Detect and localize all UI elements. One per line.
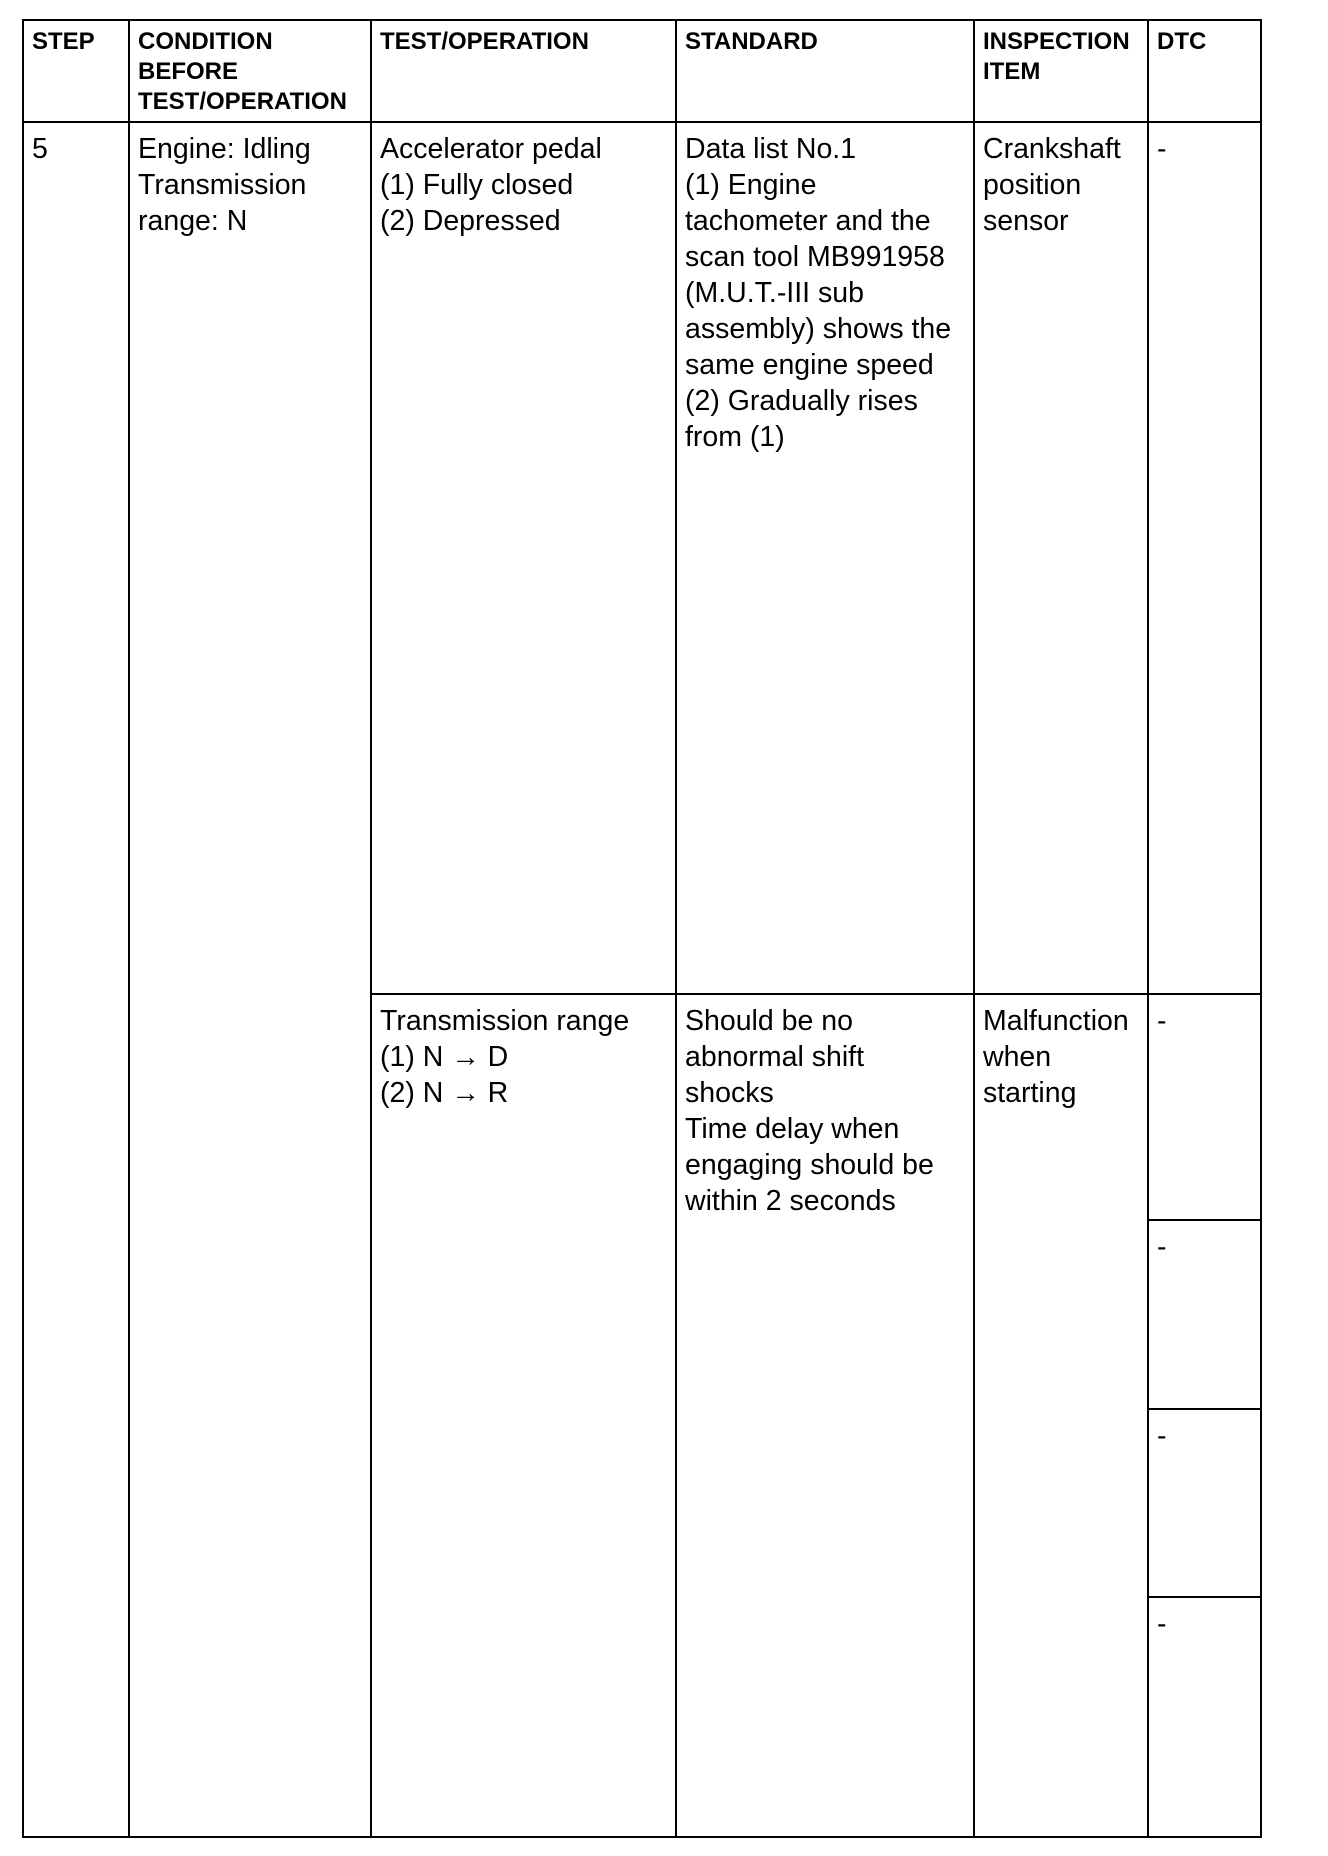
standard-line: Should be no [685,1005,853,1037]
test-line: Accelerator pedal [380,133,602,165]
standard-line: from (1) [685,421,785,453]
step-number: 5 [32,133,48,165]
standard-line: scan tool MB991958 [685,241,945,273]
dtc-value: - [1157,1005,1167,1037]
step-number-cell [22,121,130,1838]
row1-standard [675,121,975,995]
row2-dtc-2 [1147,1219,1262,1410]
standard-line: Data list No.1 [685,133,857,165]
dtc-value: - [1157,1608,1167,1640]
dtc-value: - [1157,1420,1167,1452]
standard-line: within 2 seconds [685,1185,896,1217]
standard-line: (2) Gradually rises [685,385,918,417]
header-inspection-line: INSPECTION [983,28,1130,55]
standard-line: (M.U.T.-III sub [685,277,864,309]
header-condition-line: CONDITION [138,28,273,55]
standard-line: Time delay when [685,1113,900,1145]
row2-dtc-4 [1147,1596,1262,1838]
standard-line: (1) Engine [685,169,817,201]
condition-line: Engine: Idling [138,133,311,165]
row2-dtc-1 [1147,993,1262,1221]
dtc-value: - [1157,133,1167,165]
header-condition [128,19,372,123]
header-test-operation [370,19,677,123]
inspection-line: Malfunction [983,1005,1129,1037]
step-condition-cell [128,121,372,1838]
condition-line: range: N [138,205,248,237]
row2-dtc-3 [1147,1408,1262,1598]
test-line: (1) Fully closed [380,169,574,201]
test-line: (1) N → D [380,1041,509,1073]
header-inspection-line: ITEM [983,58,1041,85]
condition-line: Transmission [138,169,307,201]
header-condition-line: TEST/OPERATION [138,88,347,115]
test-line: (2) N → R [380,1077,509,1109]
row1-test-operation [370,121,677,995]
test-line: (2) Depressed [380,205,561,237]
header-condition-line: BEFORE [138,58,239,85]
header-dtc [1147,19,1262,123]
header-step-label: STEP [32,28,95,55]
header-dtc-label: DTC [1157,28,1207,55]
standard-line: tachometer and the [685,205,931,237]
inspection-line: sensor [983,205,1069,237]
header-standard-label: STANDARD [685,28,818,55]
standard-line: abnormal shift [685,1041,865,1073]
inspection-line: starting [983,1077,1077,1109]
row1-dtc [1147,121,1262,995]
standard-line: shocks [685,1077,774,1109]
row1-inspection-item [973,121,1149,995]
dtc-value: - [1157,1231,1167,1263]
header-standard [675,19,975,123]
inspection-line: Crankshaft [983,133,1121,165]
row2-inspection-item [973,993,1149,1838]
test-line: Transmission range [380,1005,630,1037]
standard-line: assembly) shows the [685,313,952,345]
inspection-line: when [983,1041,1052,1073]
header-test-label: TEST/OPERATION [380,28,589,55]
inspection-line: position [983,169,1082,201]
row2-test-operation [370,993,677,1838]
row2-standard [675,993,975,1838]
standard-line: same engine speed [685,349,934,381]
standard-line: engaging should be [685,1149,934,1181]
header-inspection-item [973,19,1149,123]
header-step [22,19,130,123]
